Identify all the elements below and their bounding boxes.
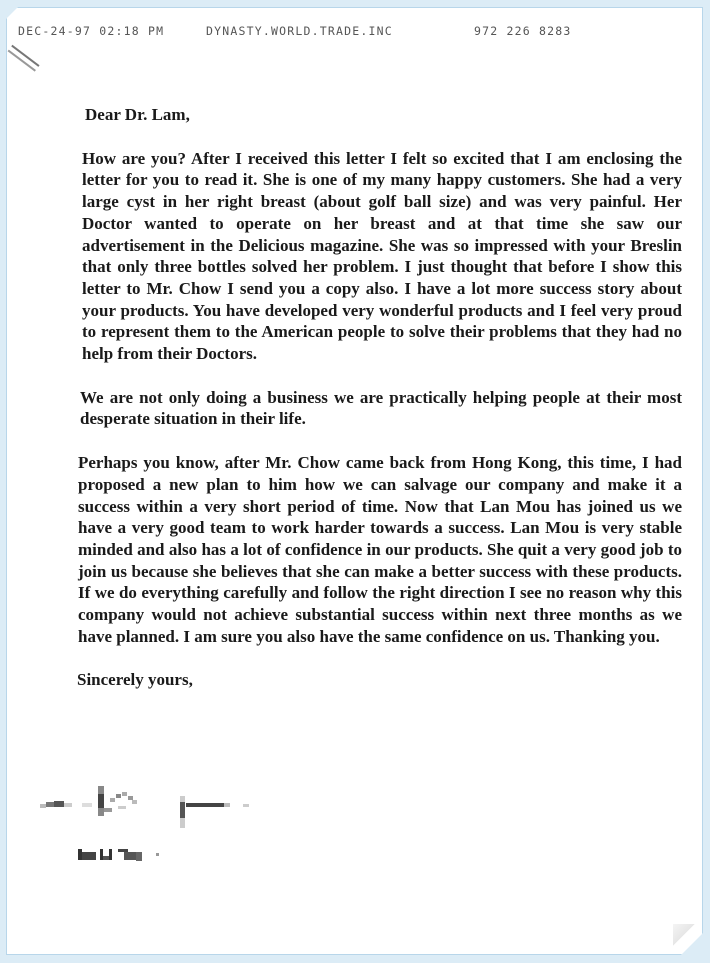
fax-time: 02:18 PM: [99, 24, 165, 38]
salutation: Dear Dr. Lam,: [85, 105, 190, 124]
fax-sender: DYNASTY.WORLD.TRADE.INC: [206, 24, 393, 38]
letter-body: [77, 104, 682, 691]
page-corner-fold: [673, 924, 695, 946]
paragraph-1: How are you? After I received this letter I felt so excited that I am enclosing the letter for you to read it. She is one of my many happy customers. She had a very large cyst in her right breast (about golf ball size) and was very painful. Her Doctor wanted to operate on her breast and at that time she saw our advertisement in the Delicious magazine. She was so impressed with your Breslin that only three bottles solved her problem. I just thought that before I show this letter to Mr. Chow I send you a copy also. I have a lot more success story about your products. You have developed very wonderful products and I feel very proud to represent them to the American people to solve their problems that they had no help from their Doctors.: [82, 148, 682, 364]
fax-datetime: [18, 24, 206, 38]
redacted-printed-name: [78, 847, 188, 861]
paragraph-2: We are not only doing a business we are practically helping people at their most desperate situation in their life.: [80, 387, 682, 429]
printed-name-pixelated-image: [78, 847, 188, 861]
closing: Sincerely yours,: [77, 670, 193, 690]
fax-header: [18, 24, 571, 38]
paragraph-3: Perhaps you know, after Mr. Chow came back from Hong Kong, this time, I had proposed a new plan to him how we can salvage our company and make it a success within a very short period of time. Now that Lan Mou has joined us we have a very good team to work harder towards a success. Lan Mou is very stable minded and also has a lot of confidence in our products. She quit a very good job to join us because she believes that she can make a better success with these products. If we do everything carefully and follow the right direction I see no reason why this company would not achieve substantial success within next three months as we have planned. I am sure you also have the same confidence on us. Thanking you.: [78, 453, 682, 646]
fax-phone: 972 226 8283: [474, 24, 572, 38]
fax-date: DEC-24-97: [18, 24, 92, 38]
